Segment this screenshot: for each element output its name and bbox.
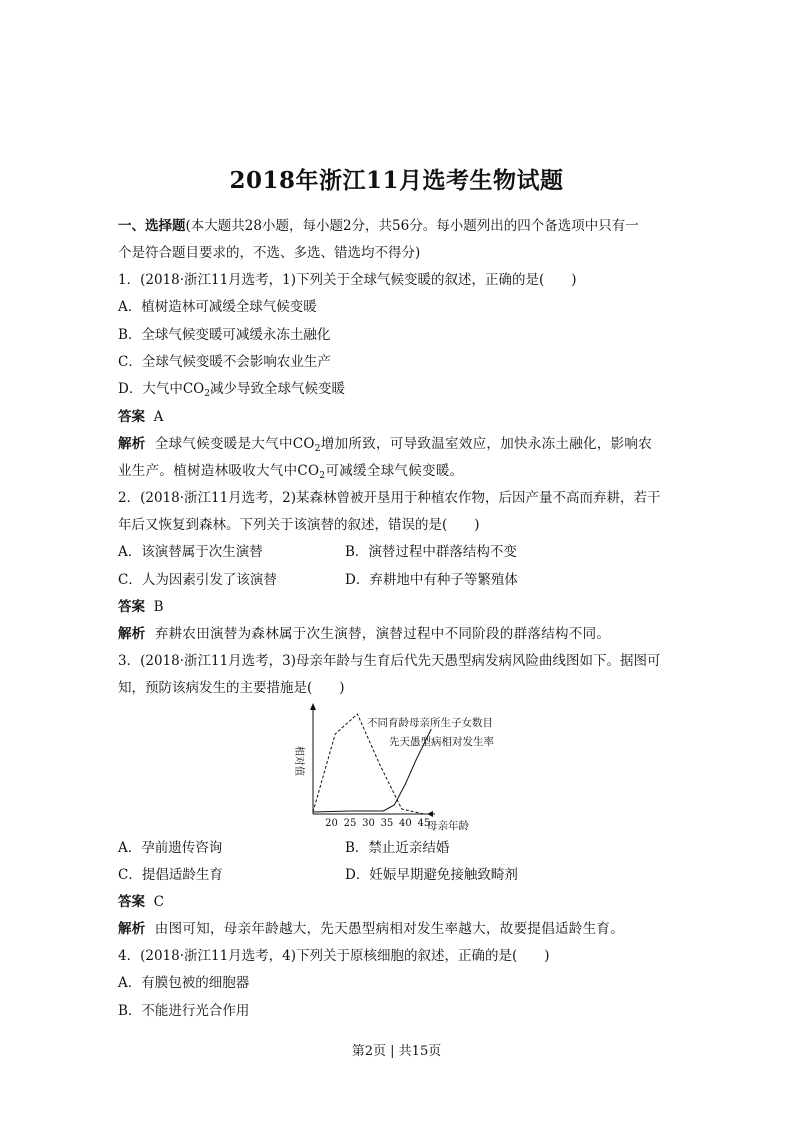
q1-explanation-line-2 — [118, 461, 463, 486]
q3-option-b: B．禁止近亲结婚 — [345, 840, 450, 856]
q3-answer-label: 答案 — [118, 894, 145, 910]
y-axis-label: 相对值 — [293, 746, 304, 776]
q2-expl-text: 弃耕农田演替为森林属于次生演替，演替过程中不同阶段的群落结构不同。 — [154, 626, 611, 642]
q1-answer — [118, 407, 163, 427]
series-label-down-syndrome-rate: 先天愚型病相对发生率 — [389, 736, 494, 748]
q1-option-a: A．植树造林可减缓全球气候变暖 — [118, 299, 317, 315]
q1-explanation-line-1 — [118, 434, 652, 459]
x-axis-arrow — [427, 811, 433, 817]
q1-expl-2sub: 2 — [319, 471, 326, 481]
q3-answer-value: C — [153, 894, 164, 910]
q3-option-a: A．孕前遗传咨询 — [118, 840, 223, 856]
page-footer: 第2页 | 共15页 — [351, 1044, 442, 1059]
x-tick-label: 45 — [417, 818, 431, 829]
q1-option-d-post: 减少导致全球气候变暖 — [209, 381, 345, 397]
x-tick-label: 20 — [325, 818, 338, 829]
q1-expl-label: 解析 — [118, 436, 146, 452]
q4-option-a: A．有膜包被的细胞器 — [118, 975, 250, 991]
q1-option-b: B．全球气候变暖可减缓永冻土融化 — [118, 327, 331, 343]
q2-expl-label: 解析 — [118, 626, 146, 642]
q1-stem: 1．(2018·浙江11月选考，1)下列关于全球气候变暖的叙述，正确的是( ) — [118, 272, 577, 288]
q2-answer — [118, 597, 164, 617]
q1-answer-value: A — [153, 409, 164, 425]
q1-expl-2a: 业生产。植树造林吸收大气中CO — [118, 463, 320, 479]
q3-stem-2: 知，预防该病发生的主要措施是( ) — [118, 680, 345, 696]
section-intro-1: (本大题共28小题，每小题2分，共56分。每小题列出的四个备选项中只有一 — [185, 218, 639, 234]
series-line-birth-count — [313, 714, 424, 814]
q3-option-d: D．妊娠早期避免接触致畸剂 — [345, 867, 518, 883]
q2-explanation — [118, 624, 610, 644]
q1-option-d — [118, 379, 345, 404]
y-axis-arrow — [310, 703, 316, 710]
q1-answer-label: 答案 — [118, 409, 145, 425]
q2-answer-label: 答案 — [118, 599, 145, 615]
q1-option-d-pre: D．大气中CO — [118, 381, 205, 397]
q2-option-a: A．该演替属于次生演替 — [118, 544, 263, 560]
q1-option-d-sub: 2 — [204, 389, 210, 399]
q3-line-chart — [285, 700, 515, 835]
q1-expl-1sub: 2 — [314, 444, 321, 454]
q3-stem-1: 3．(2018·浙江11月选考，3)母亲年龄与生育后代先天愚型病发病风险曲线图如下。据图可 — [118, 653, 661, 669]
q3-expl-label: 解析 — [118, 921, 146, 937]
x-tick-label: 40 — [399, 818, 412, 829]
q1-expl-1a: 全球气候变暖是大气中CO — [154, 436, 315, 452]
q2-stem-1: 2．(2018·浙江11月选考，2)某森林曾被开垦用于种植农作物，后因产量不高而弃耕，若干 — [118, 490, 661, 506]
q2-option-c: C．人为因素引发了该演替 — [118, 572, 277, 588]
q3-expl-text: 由图可知，母亲年龄越大，先天愚型病相对发生率越大，故要提倡适龄生育。 — [154, 921, 624, 937]
x-axis-label: 母亲年龄 — [427, 820, 469, 832]
q2-answer-value: B — [153, 599, 164, 615]
section-heading: 一、选择题 — [118, 218, 186, 234]
q1-expl-2b: 可减缓全球气候变暖。 — [325, 463, 464, 479]
x-tick-label: 35 — [380, 818, 394, 829]
q1-expl-1b: 增加所致，可导致温室效应，加快永冻土融化，影响农 — [320, 436, 653, 452]
q3-explanation — [118, 919, 624, 939]
series-label-birth-count: 不同育龄母亲所生子女数目 — [367, 717, 493, 729]
section-intro-2: 个是符合题目要求的，不选、多选、错选均不得分) — [118, 245, 421, 261]
x-tick-label: 30 — [362, 818, 375, 829]
q2-stem-2: 年后又恢复到森林。下列关于该演替的叙述，错误的是( ) — [118, 517, 480, 533]
q4-option-b: B．不能进行光合作用 — [118, 1003, 250, 1019]
q1-option-c: C．全球气候变暖不会影响农业生产 — [118, 354, 331, 370]
q3-answer — [118, 892, 164, 912]
q2-option-b: B．演替过程中群落结构不变 — [345, 544, 517, 560]
section-intro-line-1 — [118, 216, 639, 236]
q4-stem: 4．(2018·浙江11月选考，4)下列关于原核细胞的叙述，正确的是( ) — [118, 948, 550, 964]
x-tick-label: 25 — [343, 818, 357, 829]
page-title: 2018年浙江11月选考生物试题 — [229, 167, 564, 194]
q3-option-c: C．提倡适龄生育 — [118, 867, 223, 883]
q2-option-d: D．弃耕地中有种子等繁殖体 — [345, 572, 518, 588]
